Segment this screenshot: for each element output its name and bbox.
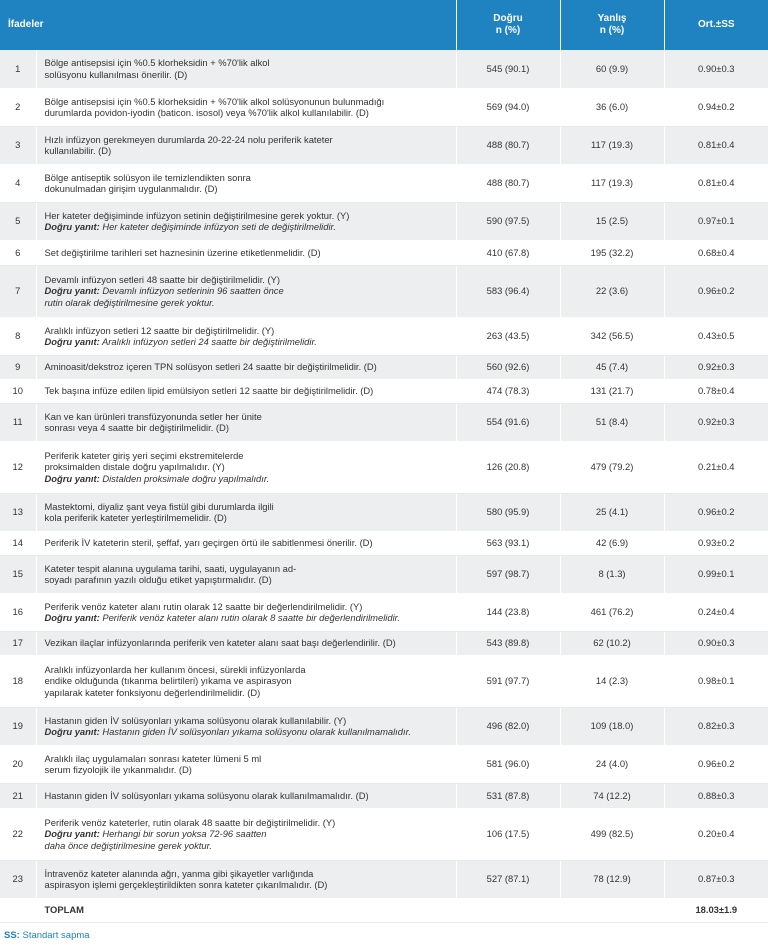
correct-answer: Doğru yanıt: Distalden proksimale doğru yapılmalıdır. (44, 472, 270, 484)
row-number: 4 (0, 164, 36, 202)
row-number: 16 (0, 593, 36, 631)
wrong-count: 45 (7.4) (560, 355, 664, 379)
statement-text: Periferik venöz kateter alanı rutin olarak 12 saatte bir değerlendirilmelidir. (Y) Doğru yanıt: Periferik venöz kateter alanı rutin olarak 8 saatte bir değerlendirilmelidir. (36, 593, 456, 631)
correct-count: 106 (17.5) (456, 808, 560, 860)
correct-count: 126 (20.8) (456, 441, 560, 493)
row-number: 3 (0, 126, 36, 164)
mean-sd: 0.93±0.2 (664, 531, 768, 555)
header-wrong: Yanlış n (%) (560, 0, 664, 50)
table-row (0, 50, 768, 88)
statement-text: Hızlı infüzyon gerekmeyen durumlarda 20-22-24 nolu periferik kateter kullanılabilir. (D) (36, 126, 456, 164)
table-row (0, 88, 768, 126)
row-number: 14 (0, 531, 36, 555)
row-number: 1 (0, 50, 36, 88)
statement-text: Kateter tespit alanına uygulama tarihi, saati, uygulayanın ad- soyadı parafının yazılı olduğu etiket yapıştırmalıdır. (D) (36, 555, 456, 593)
correct-answer: Doğru yanıt: Herhangi bir sorun yoksa 72-96 saatten daha önce değiştirilmesine gerek yoktur. (44, 828, 267, 851)
table-row (0, 593, 768, 631)
wrong-count: 78 (12.9) (560, 860, 664, 898)
correct-count: 474 (78.3) (456, 379, 560, 403)
statement-text: Aralıklı infüzyon setleri 12 saatte bir değiştirilmelidir. (Y) Doğru yanıt: Aralıklı infüzyon setleri 24 saatte bir değiştirilmelidir. (36, 317, 456, 355)
correct-count: 583 (96.4) (456, 265, 560, 317)
total-row (0, 898, 768, 922)
row-number: 5 (0, 202, 36, 240)
table-row (0, 265, 768, 317)
row-number: 22 (0, 808, 36, 860)
correct-count: 580 (95.9) (456, 493, 560, 531)
table-row (0, 355, 768, 379)
table-row (0, 860, 768, 898)
wrong-count: 25 (4.1) (560, 493, 664, 531)
table-row (0, 783, 768, 808)
mean-sd: 0.98±0.1 (664, 655, 768, 707)
total-label: TOPLAM (36, 898, 456, 922)
wrong-count: 62 (10.2) (560, 631, 664, 655)
statement-text: Tek başına infüze edilen lipid emülsiyon setleri 12 saatte bir değiştirilmelidir. (D) (36, 379, 456, 403)
statement-text: Bölge antisepsisi için %0.5 klorheksidin + %70'lik alkol solüsyonunun bulunmadığı durumlarda povidon-iyodin (baticon. isosol) veya %70'lik alkol kullanılabilir. (D) (36, 88, 456, 126)
table-row (0, 317, 768, 355)
mean-sd: 0.96±0.2 (664, 493, 768, 531)
statement-text: Hastanın giden İV solüsyonları yıkama solüsyonu olarak kullanılabilir. (Y) Doğru yanıt: Hastanın giden İV solüsyonları yıkama solüsyonu olarak kullanılmamalıdır. (36, 707, 456, 745)
correct-count: 560 (92.6) (456, 355, 560, 379)
row-number: 12 (0, 441, 36, 493)
correct-answer: Doğru yanıt: Periferik venöz kateter alanı rutin olarak 8 saatte bir değerlendirilmelidir. (44, 612, 401, 623)
wrong-count: 14 (2.3) (560, 655, 664, 707)
correct-count: 581 (96.0) (456, 745, 560, 783)
wrong-count: 499 (82.5) (560, 808, 664, 860)
wrong-count: 15 (2.5) (560, 202, 664, 240)
table-row (0, 531, 768, 555)
mean-sd: 0.21±0.4 (664, 441, 768, 493)
mean-sd: 0.88±0.3 (664, 783, 768, 808)
mean-sd: 0.96±0.2 (664, 265, 768, 317)
row-number: 18 (0, 655, 36, 707)
table-row (0, 403, 768, 441)
statement-text: Periferik venöz kateterler, rutin olarak 48 saatte bir değiştirilmelidir. (Y) Doğru yanıt: Herhangi bir sorun yoksa 72-96 saatten daha önce değiştirilmesine gerek yoktur. (36, 808, 456, 860)
mean-sd: 0.81±0.4 (664, 126, 768, 164)
table-row (0, 631, 768, 655)
correct-count: 591 (97.7) (456, 655, 560, 707)
table-row (0, 441, 768, 493)
table-row (0, 126, 768, 164)
row-number: 7 (0, 265, 36, 317)
table-row (0, 808, 768, 860)
mean-sd: 0.82±0.3 (664, 707, 768, 745)
correct-count: 496 (82.0) (456, 707, 560, 745)
statement-text: Aralıklı ilaç uygulamaları sonrası kateter lümeni 5 ml serum fizyolojik ile yıkanmalıdır. (D) (36, 745, 456, 783)
statement-text: Devamlı infüzyon setleri 48 saatte bir değiştirilmelidir. (Y) Doğru yanıt: Devamlı infüzyon setlerinin 96 saatten önce rutin olarak değiştirilmesine gerek yoktur. (36, 265, 456, 317)
table-header-row (0, 0, 768, 50)
correct-count: 545 (90.1) (456, 50, 560, 88)
wrong-count: 8 (1.3) (560, 555, 664, 593)
mean-sd: 0.92±0.3 (664, 403, 768, 441)
table-row (0, 493, 768, 531)
wrong-count: 479 (79.2) (560, 441, 664, 493)
row-number: 11 (0, 403, 36, 441)
statement-text: Periferik kateter giriş yeri seçimi ekstremitelerde proksimalden distale doğru yapılmalıdır. (Y) Doğru yanıt: Distalden proksimale doğru yapılmalıdır. (36, 441, 456, 493)
row-number: 6 (0, 240, 36, 265)
mean-sd: 0.78±0.4 (664, 379, 768, 403)
correct-count: 488 (80.7) (456, 164, 560, 202)
mean-sd: 0.81±0.4 (664, 164, 768, 202)
row-number: 10 (0, 379, 36, 403)
wrong-count: 195 (32.2) (560, 240, 664, 265)
header-correct: Doğru n (%) (456, 0, 560, 50)
statement-text: Periferik İV kateterin steril, şeffaf, yarı geçirgen örtü ile sabitlenmesi önerilir. (D) (36, 531, 456, 555)
statement-text: Aralıklı infüzyonlarda her kullanım öncesi, sürekli infüzyonlarda endike olduğunda (tıkanma belirtileri) yıkama ve aspirasyon yapılarak kateter fonksiyonu değerlendirilmelidir. (D) (36, 655, 456, 707)
statement-text: İntravenöz kateter alanında ağrı, yanma gibi şikayetler varlığında aspirasyon işlemi gerçekleştirildikten sonra kateter çıkarılmalıdır. (D) (36, 860, 456, 898)
correct-count: 563 (93.1) (456, 531, 560, 555)
statement-text: Kan ve kan ürünleri transfüzyonunda setler her ünite sonrası veya 4 saatte bir değiştirilmelidir. (D) (36, 403, 456, 441)
statement-text: Hastanın giden İV solüsyonları yıkama solüsyonu olarak kullanılmamalıdır. (D) (36, 783, 456, 808)
statement-text: Aminoasit/dekstroz içeren TPN solüsyon setleri 24 saatte bir değiştirilmelidir. (D) (36, 355, 456, 379)
correct-count: 554 (91.6) (456, 403, 560, 441)
total-blank (0, 898, 36, 922)
wrong-count: 51 (8.4) (560, 403, 664, 441)
correct-count: 263 (43.5) (456, 317, 560, 355)
header-statements: İfadeler (0, 0, 456, 50)
table-row (0, 202, 768, 240)
row-number: 15 (0, 555, 36, 593)
table-row (0, 555, 768, 593)
statement-text: Bölge antiseptik solüsyon ile temizlendikten sonra dokunulmadan girişim uygulanmalıdır. (D) (36, 164, 456, 202)
mean-sd: 0.20±0.4 (664, 808, 768, 860)
mean-sd: 0.68±0.4 (664, 240, 768, 265)
statement-text: Mastektomi, diyaliz şant veya fistül gibi durumlarda ilgili kola periferik kateter yerleştirilmemelidir. (D) (36, 493, 456, 531)
mean-sd: 0.90±0.3 (664, 50, 768, 88)
wrong-count: 109 (18.0) (560, 707, 664, 745)
mean-sd: 0.94±0.2 (664, 88, 768, 126)
correct-count: 531 (87.8) (456, 783, 560, 808)
row-number: 19 (0, 707, 36, 745)
wrong-count: 117 (19.3) (560, 126, 664, 164)
row-number: 2 (0, 88, 36, 126)
correct-count: 488 (80.7) (456, 126, 560, 164)
correct-answer: Doğru yanıt: Aralıklı infüzyon setleri 24 saatte bir değiştirilmelidir. (44, 336, 317, 347)
correct-count: 543 (89.8) (456, 631, 560, 655)
correct-count: 569 (94.0) (456, 88, 560, 126)
mean-sd: 0.96±0.2 (664, 745, 768, 783)
correct-count: 410 (67.8) (456, 240, 560, 265)
wrong-count: 42 (6.9) (560, 531, 664, 555)
row-number: 17 (0, 631, 36, 655)
wrong-count: 22 (3.6) (560, 265, 664, 317)
statement-text: Bölge antisepsisi için %0.5 klorheksidin + %70'lik alkol solüsyonu kullanılması önerilir. (D) (36, 50, 456, 88)
total-mean-sd: 18.03±1.9 (664, 898, 768, 922)
table-row (0, 240, 768, 265)
statement-text: Set değiştirilme tarihleri set haznesinin üzerine etiketlenmelidir. (D) (36, 240, 456, 265)
wrong-count: 461 (76.2) (560, 593, 664, 631)
mean-sd: 0.90±0.3 (664, 631, 768, 655)
wrong-count: 342 (56.5) (560, 317, 664, 355)
mean-sd: 0.99±0.1 (664, 555, 768, 593)
row-number: 23 (0, 860, 36, 898)
row-number: 21 (0, 783, 36, 808)
correct-answer: Doğru yanıt: Her kateter değişiminde infüzyon seti de değiştirilmelidir. (44, 221, 336, 232)
table-row (0, 379, 768, 403)
wrong-count: 74 (12.2) (560, 783, 664, 808)
statement-text: Vezikan ilaçlar infüzyonlarında periferik ven kateter alanı saat başı değerlendirilir. (D) (36, 631, 456, 655)
row-number: 9 (0, 355, 36, 379)
mean-sd: 0.92±0.3 (664, 355, 768, 379)
table-row (0, 745, 768, 783)
correct-answer: Doğru yanıt: Hastanın giden İV solüsyonları yıkama solüsyonu olarak kullanılmamalıdır. (44, 726, 411, 737)
footnote: SS: Standart sapma (4, 929, 90, 941)
mean-sd: 0.24±0.4 (664, 593, 768, 631)
correct-count: 144 (23.8) (456, 593, 560, 631)
correct-count: 597 (98.7) (456, 555, 560, 593)
table-row (0, 164, 768, 202)
table-row (0, 707, 768, 745)
correct-count: 590 (97.5) (456, 202, 560, 240)
wrong-count: 36 (6.0) (560, 88, 664, 126)
wrong-count: 24 (4.0) (560, 745, 664, 783)
correct-count: 527 (87.1) (456, 860, 560, 898)
correct-answer: Doğru yanıt: Devamlı infüzyon setlerinin 96 saatten önce rutin olarak değiştirilmesine gerek yoktur. (44, 285, 284, 308)
row-number: 8 (0, 317, 36, 355)
mean-sd: 0.43±0.5 (664, 317, 768, 355)
statement-text: Her kateter değişiminde infüzyon setinin değiştirilmesine gerek yoktur. (Y) Doğru yanıt: Her kateter değişiminde infüzyon seti de değiştirilmelidir. (36, 202, 456, 240)
mean-sd: 0.97±0.1 (664, 202, 768, 240)
wrong-count: 60 (9.9) (560, 50, 664, 88)
mean-sd: 0.87±0.3 (664, 860, 768, 898)
wrong-count: 131 (21.7) (560, 379, 664, 403)
row-number: 13 (0, 493, 36, 531)
row-number: 20 (0, 745, 36, 783)
wrong-count: 117 (19.3) (560, 164, 664, 202)
header-mean-sd: Ort.±SS (664, 0, 768, 50)
table-row (0, 655, 768, 707)
